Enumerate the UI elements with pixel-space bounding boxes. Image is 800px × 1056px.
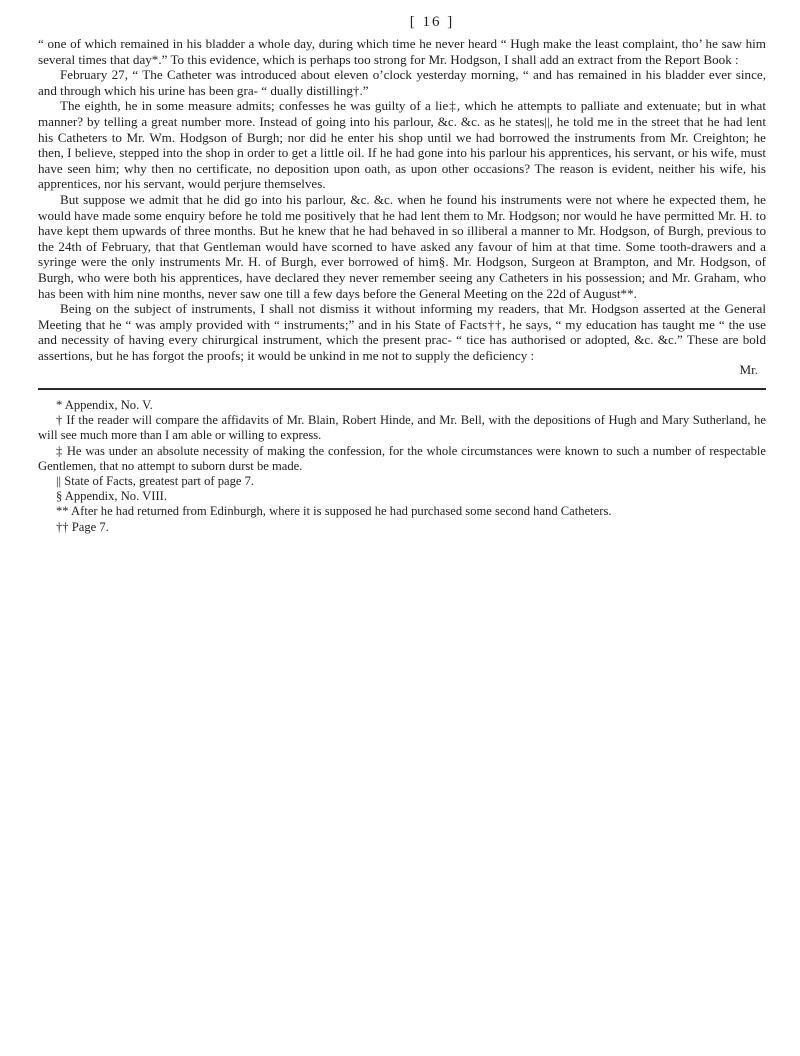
footnote-3: ‡ He was under an absolute necessity of making the confession, for the whole circumstances were known to such a number of respectable Gentlemen, that no attempt to suborn durst be made. <box>38 443 766 473</box>
catchword: Mr. <box>739 362 758 378</box>
footnotes <box>38 398 766 535</box>
paragraph-1: “ one of which remained in his bladder a whole day, during which time he never heard “ Hugh make the least complaint, tho’ he saw him several times that day*.” To this evidence, which is perhaps too strong for Mr. Hodgson, I shall add an extract from the Report Book : <box>38 36 766 67</box>
main-text <box>38 36 766 378</box>
paragraph-2: February 27, “ The Catheter was introduced about eleven o’clock yesterday morning, “ and has remained in his bladder ever since, and through which his urine has been gra- “ dually distilling†.” <box>38 67 766 98</box>
footnote-7: †† Page 7. <box>56 519 109 534</box>
footnote-4: || State of Facts, greatest part of page 7. <box>56 474 255 489</box>
footnote-2: † If the reader will compare the affidavits of Mr. Blain, Robert Hinde, and Mr. Bell, with the depositions of Hugh and Mary Sutherland, he will see much more than I am able or willing to express. <box>38 413 766 443</box>
footnote-1: * Appendix, No. V. <box>56 398 153 413</box>
paragraph-4: But suppose we admit that he did go into his parlour, &c. &c. when he found his instruments were not where he expected them, he would have made some enquiry before he told me positively that he had lent them to Mr. Hodgson; nor would he have permitted Mr. H. to have kept them upwards of three months. But he knew that he had behaved in so illiberal a manner to Mr. Hodgson, of Burgh, previous to the 24th of February, that that Gentleman would have scorned to have asked any favour of him at that time. Some tooth-drawers and a syringe were the only instruments Mr. H. of Burgh, ever borrowed of him§. Mr. Hodgson, Surgeon at Brampton, and Mr. Hodgson, of Burgh, who were both his apprentices, have declared they never remember seeing any Catheters in his possession; and Mr. Graham, who has been with him nine months, never saw one till a few days before the General Meeting on the 22d of August**. <box>38 191 766 301</box>
footnote-6: ** After he had returned from Edinburgh, where it is supposed he had purchased some second hand Catheters. <box>56 504 612 519</box>
footnote-rule <box>38 388 766 390</box>
paragraph-3: The eighth, he in some measure admits; confesses he was guilty of a lie‡, which he attempts to palliate and extenuate; but in what manner? by telling a great number more. Instead of going into his parlour, &c. &c. as he states||, he told me in the street that he had lent his Catheters to Mr. Wm. Hodgson of Burgh; nor did he enter his shop until we had borrowed the instruments from Mr. Creighton; he then, I believe, stepped into the shop in order to get a little oil. If he had gone into his parlour his apprentices, his servant, or his wife, must have seen him; why then no certificate, no deposition upon oath, as upon other occasions? The reason is evident, neither his wife, his apprentices, nor his servant, would perjure themselves. <box>38 98 766 192</box>
footnote-5: § Appendix, No. VIII. <box>56 489 168 504</box>
page-number: [ 16 ] <box>409 14 455 30</box>
paragraph-5: Being on the subject of instruments, I shall not dismiss it without informing my readers, that Mr. Hodgson asserted at the General Meeting that he “ was amply provided with “ instruments;” and in his State of Facts††, he says, “ my education has taught me “ the use and necessity of having every chirurgical instrument, which the present prac- “ tice has authorised or adopted, &c. &c.” These are bold assertions, but he has forgot the proofs; it would be unkind in me not to supply the deficiency : <box>38 301 766 363</box>
